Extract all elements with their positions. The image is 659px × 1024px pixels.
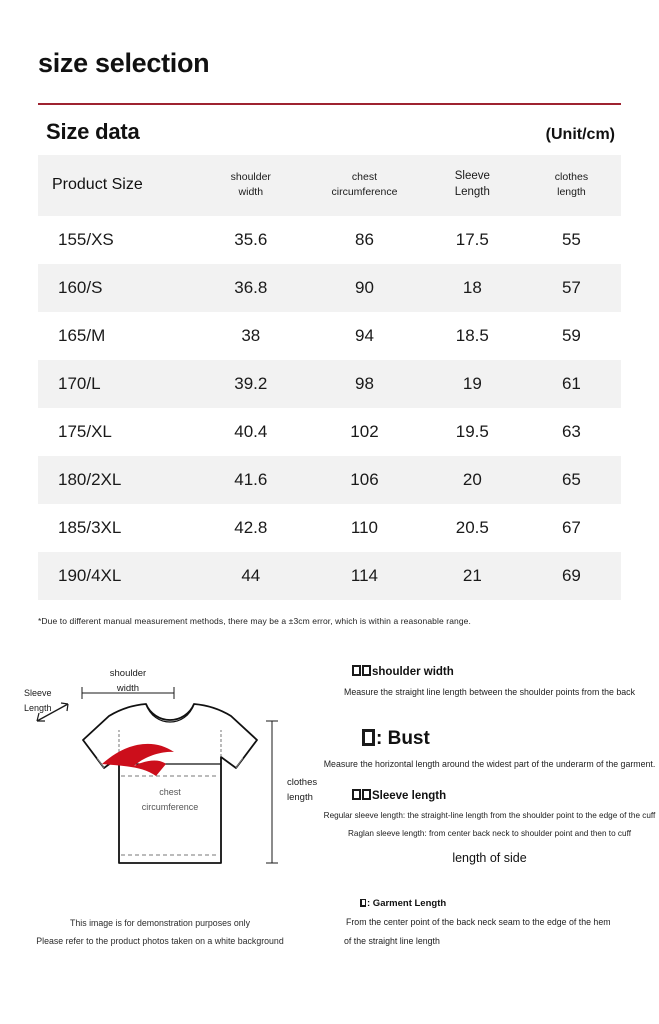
tshirt-diagram [14, 658, 318, 893]
cell-clothes-length: 69 [522, 552, 621, 600]
measurement-disclaimer: *Due to different manual measurement methods, there may be a ±3cm error, which is within a reasonable range. [38, 616, 471, 627]
diagram-footer-note [10, 915, 310, 950]
instruction-heading-text: : Bust [376, 728, 430, 750]
clothes-length-dimension [266, 721, 278, 863]
instruction-heading [320, 726, 659, 753]
label-chest-line1: chest [159, 787, 181, 798]
tshirt-diagram-svg [14, 658, 318, 893]
column-header-line: shoulder [230, 171, 271, 184]
instruction-garment-length [320, 897, 659, 949]
label-clothes-length-line1: clothes [287, 777, 318, 789]
cell-size: 165/M [38, 312, 195, 360]
cell-size: 175/XL [38, 408, 195, 456]
instruction-heading [320, 664, 659, 681]
cell-sleeve-length: 20.5 [423, 504, 522, 552]
lower-section [0, 658, 659, 951]
cell-clothes-length: 63 [522, 408, 621, 456]
table-row [38, 408, 621, 456]
cell-chest-circumference: 86 [306, 216, 423, 264]
cell-clothes-length: 59 [522, 312, 621, 360]
cell-clothes-length: 65 [522, 456, 621, 504]
column-header-line: width [238, 185, 264, 198]
cell-chest-circumference: 98 [306, 360, 423, 408]
instruction-body: From the center point of the back neck seam to the edge of the hem [346, 917, 611, 928]
page-title: size selection [38, 48, 210, 78]
cell-size: 185/3XL [38, 504, 195, 552]
missing-glyph-icon [362, 789, 371, 800]
size-data-title: Size data [46, 119, 140, 144]
column-header-line: clothes [554, 171, 589, 184]
instruction-body: Measure the horizontal length around the widest part of the underarm of the garment. [323, 758, 656, 769]
instruction-sleeve-length [320, 788, 659, 865]
cell-size: 155/XS [38, 216, 195, 264]
label-clothes-length-line2: length [287, 792, 313, 804]
footer-note-line: Please refer to the product photos taken on a white background [36, 935, 284, 946]
instruction-shoulder-width [320, 664, 659, 700]
cell-chest-circumference: 102 [306, 408, 423, 456]
instruction-heading [320, 897, 659, 911]
cell-chest-circumference: 90 [306, 264, 423, 312]
size-data-caption-row [0, 105, 659, 155]
size-table [38, 155, 621, 600]
label-chest-line2: circumference [141, 802, 199, 813]
table-row [38, 552, 621, 600]
instruction-heading-text: : Garment Length [367, 897, 447, 909]
instruction-heading [320, 788, 659, 805]
cell-chest-circumference: 110 [306, 504, 423, 552]
table-header [38, 155, 621, 216]
instruction-heading-text: shoulder width [372, 666, 454, 679]
missing-glyph-icon [352, 665, 361, 676]
tshirt-outline [83, 704, 257, 863]
instruction-heading-text: Sleeve length [372, 789, 447, 802]
cell-sleeve-length: 20 [423, 456, 522, 504]
table-header-row [38, 155, 621, 216]
cell-shoulder-width: 38 [195, 312, 306, 360]
header [0, 0, 659, 77]
column-header-chest-circumference [306, 155, 423, 216]
cell-sleeve-length: 21 [423, 552, 522, 600]
cell-sleeve-length: 19 [423, 360, 522, 408]
missing-glyph-icon [352, 789, 361, 800]
cell-shoulder-width: 41.6 [195, 456, 306, 504]
missing-glyph-icon [362, 665, 371, 676]
unit-label: (Unit/cm) [545, 126, 615, 143]
instruction-extra-note: length of side [452, 850, 527, 865]
table-row [38, 504, 621, 552]
cell-clothes-length: 57 [522, 264, 621, 312]
cell-size: 160/S [38, 264, 195, 312]
label-sleeve-length-line2: Length [24, 703, 52, 714]
table-row [38, 360, 621, 408]
column-header-shoulder-width [195, 155, 306, 216]
instruction-body: Measure the straight line length between the shoulder points from the back [344, 687, 635, 698]
cell-shoulder-width: 40.4 [195, 408, 306, 456]
table-row [38, 216, 621, 264]
column-header-product-size: Product Size [38, 155, 195, 216]
table-row [38, 456, 621, 504]
cell-chest-circumference: 106 [306, 456, 423, 504]
cell-shoulder-width: 44 [195, 552, 306, 600]
table-row [38, 264, 621, 312]
column-header-line: chest [351, 171, 378, 184]
label-sleeve-length-line1: Sleeve [24, 688, 52, 699]
column-header-line: circumference [331, 185, 398, 198]
instruction-body: Raglan sleeve length: from center back neck to shoulder point and then to cuff [348, 828, 631, 838]
missing-glyph-icon [360, 899, 366, 907]
footer-note-line: This image is for demonstration purposes only [70, 918, 250, 929]
cell-shoulder-width: 35.6 [195, 216, 306, 264]
column-header-line: Length [454, 185, 490, 198]
cell-size: 190/4XL [38, 552, 195, 600]
column-header-line: length [557, 185, 586, 198]
cell-shoulder-width: 39.2 [195, 360, 306, 408]
cell-chest-circumference: 94 [306, 312, 423, 360]
cell-size: 170/L [38, 360, 195, 408]
cell-clothes-length: 61 [522, 360, 621, 408]
table-body [38, 216, 621, 600]
cell-clothes-length: 55 [522, 216, 621, 264]
cell-sleeve-length: 18.5 [423, 312, 522, 360]
missing-glyph-icon [362, 729, 375, 746]
instruction-bust [320, 726, 659, 772]
instructions-column [320, 658, 659, 951]
table-row [38, 312, 621, 360]
cell-clothes-length: 67 [522, 504, 621, 552]
instruction-body: Regular sleeve length: the straight-line length from the shoulder point to the edge of the cuff [323, 811, 656, 821]
cell-sleeve-length: 18 [423, 264, 522, 312]
cell-size: 180/2XL [38, 456, 195, 504]
diagram-column [0, 658, 320, 951]
column-header-line: Sleeve [454, 170, 490, 182]
cell-sleeve-length: 17.5 [423, 216, 522, 264]
cell-shoulder-width: 42.8 [195, 504, 306, 552]
label-shoulder-width-line1: shoulder [109, 668, 147, 680]
cell-shoulder-width: 36.8 [195, 264, 306, 312]
column-header-clothes-length [522, 155, 621, 216]
instruction-body: of the straight line length [344, 936, 440, 947]
cell-sleeve-length: 19.5 [423, 408, 522, 456]
label-shoulder-width-line2: width [116, 683, 140, 695]
cell-chest-circumference: 114 [306, 552, 423, 600]
column-header-sleeve-length [423, 155, 522, 216]
